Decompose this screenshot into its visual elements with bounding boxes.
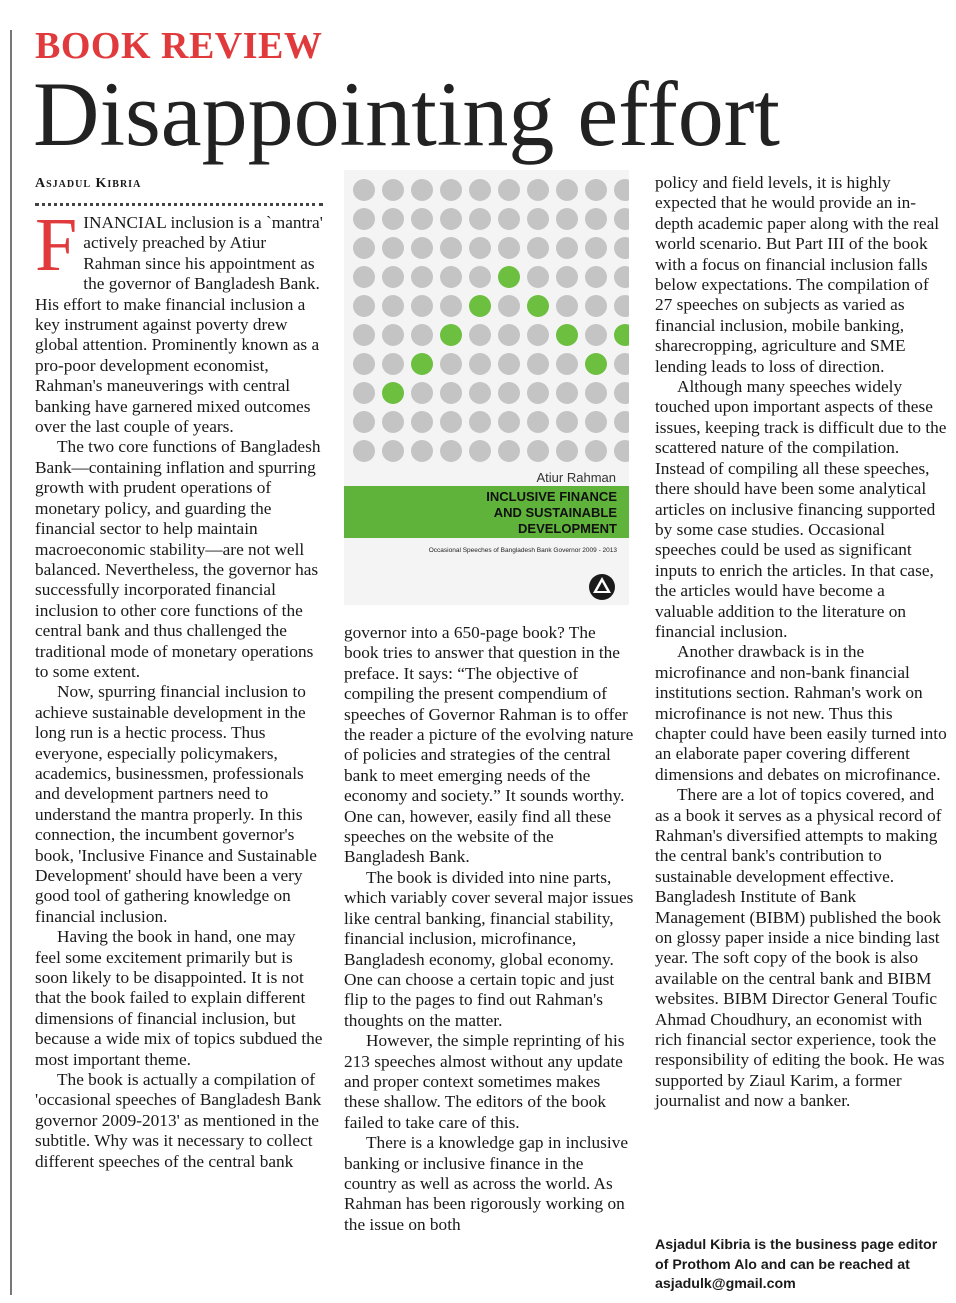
byline: Asjadul Kibria: [35, 176, 142, 191]
cover-dot: [411, 295, 433, 317]
cover-dot: [614, 382, 629, 404]
cover-dot: [411, 208, 433, 230]
cover-dot: [440, 295, 462, 317]
paragraph: The book is divided into nine parts, which variably cover several major issues like central banking, financial stability, financial inclusion, microfinance, Bangladesh economy, global economy. One can choose a certain topic and just flip to the pages to find out Rahman's thoughts on the matter.: [344, 867, 634, 1030]
cover-dot: [382, 382, 404, 404]
cover-dot: [382, 179, 404, 201]
cover-dot: [556, 440, 578, 462]
cover-dot: [498, 382, 520, 404]
cover-dot: [498, 411, 520, 433]
cover-dot: [469, 411, 491, 433]
cover-dot: [614, 237, 629, 259]
cover-dot: [527, 382, 549, 404]
cover-dot: [411, 353, 433, 375]
cover-dot: [440, 411, 462, 433]
cover-dot: [353, 324, 375, 346]
book-cover-image: [344, 170, 629, 605]
paragraph: FINANCIAL inclusion is a `mantra' actively preached by Atiur Rahman since his appointment as the governor of Bangladesh Bank. His effort to make financial inclusion a key instrument against poverty drew global attention. Prominently known as a pro-poor development economist, Rahman's maneuverings with central banking have garnered mixed outcomes over the last couple of years.: [35, 203, 323, 437]
cover-dot: [614, 266, 629, 288]
cover-dot: [382, 440, 404, 462]
cover-dot: [527, 208, 549, 230]
cover-dot: [440, 440, 462, 462]
cover-dot-pattern: [353, 179, 629, 462]
cover-author: Atiur Rahman: [536, 470, 616, 485]
cover-dot: [556, 266, 578, 288]
cover-dot: [382, 237, 404, 259]
cover-dot: [527, 353, 549, 375]
cover-subtitle: Occasional Speeches of Bangladesh Bank Governor 2009 - 2013: [428, 547, 617, 554]
cover-dot: [614, 411, 629, 433]
cover-dot: [556, 237, 578, 259]
cover-dot: [585, 324, 607, 346]
headline: Disappointing effort: [33, 63, 780, 165]
cover-title-line-1: INCLUSIVE FINANCE: [486, 489, 617, 504]
paragraph: Although many speeches widely touched upon important aspects of these issues, keeping track is difficult due to the scattered nature of the compilation. Instead of compiling all these speeches, there should have been some analytical articles on inclusive financing supported by some case studies. Occasional speeches could be used as significant inputs to enrich the articles. In that case, the articles would have become a valuable addition to the literature on financial inclusion.: [655, 377, 947, 641]
cover-dot: [440, 324, 462, 346]
cover-dot: [469, 237, 491, 259]
article-column-2: [344, 623, 634, 1235]
cover-dot: [556, 324, 578, 346]
cover-dot: [585, 382, 607, 404]
cover-dot: [498, 324, 520, 346]
cover-dot: [469, 266, 491, 288]
cover-dot: [614, 353, 629, 375]
cover-dot: [353, 266, 375, 288]
cover-dot: [556, 411, 578, 433]
cover-dot: [353, 411, 375, 433]
paragraph: Having the book in hand, one may feel some excitement primarily but is soon likely to be disappointed. It is not that the book failed to explain different dimensions of financial inclusion, but because a wide mix of topics subdued the most important theme.: [35, 927, 323, 1069]
cover-title-line-2: AND SUSTAINABLE: [493, 505, 617, 520]
dotted-divider: [35, 203, 323, 206]
cover-dot: [353, 237, 375, 259]
cover-dot: [353, 440, 375, 462]
cover-dot: [556, 179, 578, 201]
cover-dot: [353, 208, 375, 230]
cover-dot: [498, 237, 520, 259]
paragraph: However, the simple reprinting of his 213 speeches almost without any update and proper context sometimes makes these shallow. The editors of the book failed to take care of this.: [344, 1031, 625, 1132]
cover-dot: [498, 179, 520, 201]
cover-dot: [382, 324, 404, 346]
paragraph: There are a lot of topics covered, and as a book it serves as a physical record of Rahman's diversified attempts to making the central bank's contribution to sustainable development effective. Bangladesh Institute of Bank Management (BIBM) published the book on glossy paper inside a nice binding last year. The soft copy of the book is also available on the central bank and BIBM websites. BIBM Director General Toufic Ahmad Choudhury, an economist with rich financial sector experience, took the responsibility of editing the book. He was supported by Ziaul Karim, a former journalist and now a banker.: [655, 785, 945, 1111]
cover-dot: [440, 208, 462, 230]
cover-dot: [382, 295, 404, 317]
cover-dot: [585, 208, 607, 230]
cover-dot: [440, 353, 462, 375]
cover-dot: [411, 382, 433, 404]
publisher-logo-icon: [589, 574, 615, 600]
cover-dot: [382, 353, 404, 375]
cover-dot: [440, 266, 462, 288]
cover-dot: [469, 208, 491, 230]
cover-dot: [353, 295, 375, 317]
cover-dot: [585, 295, 607, 317]
cover-dot: [556, 208, 578, 230]
cover-dot: [585, 266, 607, 288]
cover-dot: [469, 353, 491, 375]
cover-dot: [469, 324, 491, 346]
cover-dot: [498, 295, 520, 317]
cover-dot: [469, 179, 491, 201]
article-column-1: [35, 203, 325, 1172]
cover-dot: [556, 353, 578, 375]
cover-dot: [585, 179, 607, 201]
article-column-3: [655, 173, 947, 1112]
cover-dot: [440, 237, 462, 259]
cover-dot: [411, 266, 433, 288]
cover-dot: [498, 208, 520, 230]
section-kicker: BOOK REVIEW: [35, 25, 323, 67]
cover-dot: [411, 237, 433, 259]
cover-dot: [614, 208, 629, 230]
cover-dot: [498, 353, 520, 375]
cover-dot: [440, 179, 462, 201]
cover-dot: [469, 382, 491, 404]
paragraph: The two core functions of Bangladesh Bank—containing inflation and spurring growth with prudent operations of monetary policy, and guarding the financial sector to help maintain macroeconomic stability—are not well balanced. Nevertheless, the governor has successfully incorporated financial inclusion to other core functions of the central bank and thus challenged the traditional mode of monetary operations to some extent.: [35, 437, 321, 681]
cover-dot: [411, 179, 433, 201]
paragraph: Another drawback is in the microfinance and non-bank financial institutions section. Rahman's work on microfinance is not new. Thus this chapter could have been easily turned into an elaborate paper covering different dimensions and debates on microfinance.: [655, 642, 947, 784]
author-bio: Asjadul Kibria is the business page editor of Prothom Alo and can be reached at asjadulk@gmail.com: [655, 1237, 938, 1292]
cover-dot: [382, 208, 404, 230]
cover-dot: [585, 237, 607, 259]
cover-dot: [527, 237, 549, 259]
cover-dot: [498, 440, 520, 462]
drop-cap: F: [35, 203, 78, 287]
cover-dot: [411, 324, 433, 346]
cover-dot: [527, 179, 549, 201]
paragraph: Now, spurring financial inclusion to achieve sustainable development in the long run is a hectic process. Thus everyone, especially policymakers, academics, businessmen, professionals and development partners need to understand the mantra properly. In this connection, the incumbent governor's book, 'Inclusive Finance and Sustainable Development' should have been a very good tool of gathering knowledge on financial inclusion.: [35, 682, 317, 926]
paragraph: policy and field levels, it is highly expected that he would provide an in-depth academic paper along with the real world scenario. But Part III of the book with a focus on financial inclusion falls below expectations. The compilation of 27 speeches on subjects as varied as financial inclusion, mobile banking, sharecropping, agriculture and SME lending leads to loss of direction.: [655, 173, 940, 376]
cover-dot: [527, 266, 549, 288]
cover-dot: [382, 411, 404, 433]
cover-dot: [614, 295, 629, 317]
cover-dot: [469, 295, 491, 317]
cover-dot: [556, 382, 578, 404]
cover-dot: [440, 382, 462, 404]
cover-dot: [353, 179, 375, 201]
cover-dot: [469, 440, 491, 462]
cover-title-line-3: DEVELOPMENT: [518, 521, 617, 536]
cover-dot: [585, 440, 607, 462]
cover-dot: [556, 295, 578, 317]
cover-dot: [411, 440, 433, 462]
cover-dot: [353, 382, 375, 404]
cover-dot: [353, 353, 375, 375]
left-column-rule: [10, 30, 12, 1295]
cover-dot: [411, 411, 433, 433]
cover-dot: [527, 411, 549, 433]
paragraph: The book is actually a compilation of 'occasional speeches of Bangladesh Bank governor 2009-2013' as mentioned in the subtitle. Why was it necessary to collect different speeches of the central bank: [35, 1070, 322, 1171]
cover-dot: [614, 440, 629, 462]
cover-dot: [614, 179, 629, 201]
cover-dot: [585, 411, 607, 433]
cover-dot: [527, 324, 549, 346]
cover-dot: [527, 295, 549, 317]
cover-dot: [527, 440, 549, 462]
cover-dot: [382, 266, 404, 288]
paragraph: There is a knowledge gap in inclusive banking or inclusive finance in the country as well as across the world. As Rahman has been rigorously working on the issue on both: [344, 1133, 629, 1234]
cover-dot: [585, 353, 607, 375]
cover-dot: [614, 324, 629, 346]
paragraph: governor into a 650-page book? The book tries to answer that question in the preface. It says: “The objective of compiling the present compendium of speeches of Governor Rahman is to offer the reader a picture of the evolving nature of policies and strategies of the central bank to meet emerging needs of the economy and society.” It sounds worthy. One can, however, easily find all these speeches on the website of the Bangladesh Bank.: [344, 623, 634, 867]
cover-dot: [498, 266, 520, 288]
